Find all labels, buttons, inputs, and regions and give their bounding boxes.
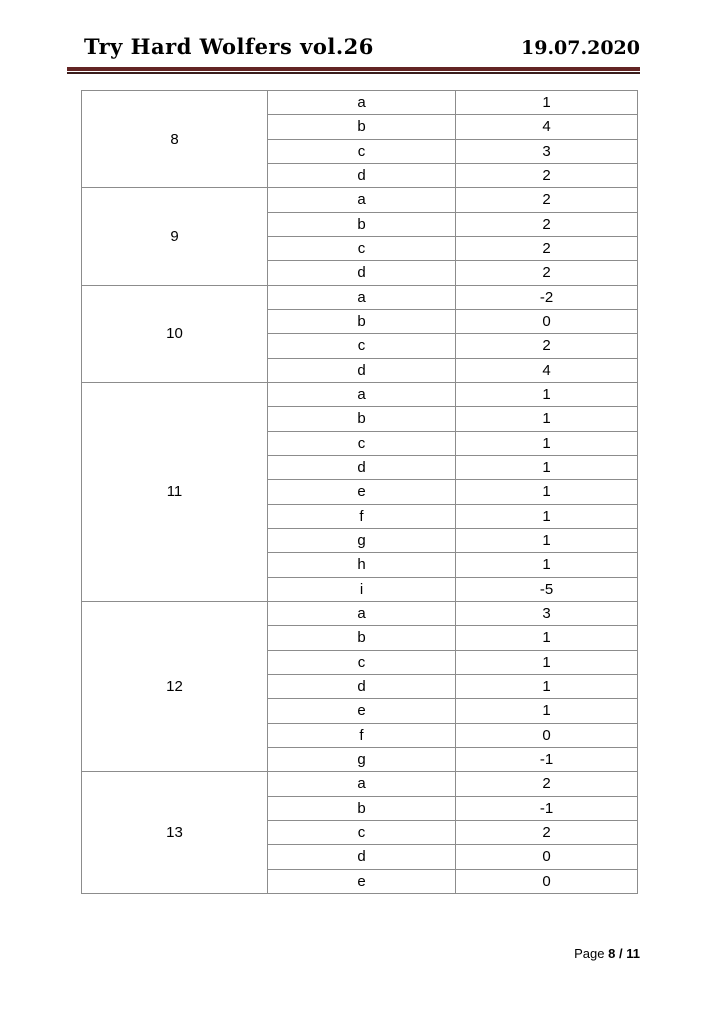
option-letter-cell: e — [268, 480, 456, 504]
table-row — [82, 382, 638, 406]
header-divider — [67, 67, 640, 74]
option-letter-cell: a — [268, 382, 456, 406]
answer-value-cell: 1 — [456, 699, 638, 723]
option-letter-cell: g — [268, 528, 456, 552]
answer-value-cell: 4 — [456, 115, 638, 139]
answer-value-cell: 0 — [456, 309, 638, 333]
table-row — [82, 91, 638, 115]
question-number-cell: 10 — [82, 285, 268, 382]
option-letter-cell: b — [268, 626, 456, 650]
page-footer-label: Page — [574, 946, 605, 961]
option-letter-cell: d — [268, 163, 456, 187]
option-letter-cell: c — [268, 139, 456, 163]
page-footer-current: 8 — [608, 946, 616, 961]
answer-value-cell: 1 — [456, 91, 638, 115]
option-letter-cell: c — [268, 334, 456, 358]
answer-value-cell: 1 — [456, 504, 638, 528]
option-letter-cell: a — [268, 772, 456, 796]
option-letter-cell: d — [268, 358, 456, 382]
option-letter-cell: c — [268, 650, 456, 674]
question-number-cell: 13 — [82, 772, 268, 894]
answer-value-cell: 1 — [456, 431, 638, 455]
answer-value-cell: 1 — [456, 455, 638, 479]
answer-value-cell: -1 — [456, 747, 638, 771]
answer-value-cell: 3 — [456, 139, 638, 163]
header-divider-thin-line — [67, 72, 640, 74]
answer-value-cell: 1 — [456, 528, 638, 552]
answer-value-cell: 2 — [456, 772, 638, 796]
option-letter-cell: c — [268, 431, 456, 455]
answer-value-cell: 1 — [456, 407, 638, 431]
option-letter-cell: a — [268, 285, 456, 309]
answer-value-cell: 2 — [456, 212, 638, 236]
option-letter-cell: b — [268, 796, 456, 820]
document-title: Try Hard Wolfers vol.26 — [84, 34, 374, 59]
option-letter-cell: d — [268, 674, 456, 698]
option-letter-cell: b — [268, 407, 456, 431]
answer-value-cell: 2 — [456, 261, 638, 285]
option-letter-cell: b — [268, 115, 456, 139]
answers-table-body — [82, 91, 638, 894]
option-letter-cell: f — [268, 504, 456, 528]
answer-value-cell: 2 — [456, 334, 638, 358]
option-letter-cell: a — [268, 91, 456, 115]
answer-value-cell: 0 — [456, 869, 638, 893]
answer-value-cell: 1 — [456, 382, 638, 406]
option-letter-cell: f — [268, 723, 456, 747]
question-number-cell: 9 — [82, 188, 268, 285]
option-letter-cell: d — [268, 845, 456, 869]
option-letter-cell: e — [268, 869, 456, 893]
answer-value-cell: 1 — [456, 480, 638, 504]
question-number-cell: 12 — [82, 601, 268, 771]
answer-value-cell: 1 — [456, 674, 638, 698]
page-footer — [67, 946, 640, 961]
option-letter-cell: d — [268, 455, 456, 479]
table-row — [82, 772, 638, 796]
option-letter-cell: h — [268, 553, 456, 577]
answer-value-cell: -2 — [456, 285, 638, 309]
option-letter-cell: a — [268, 601, 456, 625]
answer-value-cell: 0 — [456, 723, 638, 747]
page-header — [67, 34, 640, 59]
option-letter-cell: a — [268, 188, 456, 212]
answers-table — [81, 90, 638, 894]
option-letter-cell: c — [268, 820, 456, 844]
option-letter-cell: i — [268, 577, 456, 601]
option-letter-cell: g — [268, 747, 456, 771]
option-letter-cell: d — [268, 261, 456, 285]
option-letter-cell: b — [268, 212, 456, 236]
page-footer-separator: / — [619, 946, 623, 961]
table-row — [82, 601, 638, 625]
question-number-cell: 11 — [82, 382, 268, 601]
document-date: 19.07.2020 — [521, 37, 640, 59]
answer-value-cell: -5 — [456, 577, 638, 601]
table-row — [82, 285, 638, 309]
answer-value-cell: -1 — [456, 796, 638, 820]
answer-value-cell: 2 — [456, 163, 638, 187]
answer-value-cell: 0 — [456, 845, 638, 869]
option-letter-cell: b — [268, 309, 456, 333]
option-letter-cell: c — [268, 236, 456, 260]
answer-value-cell: 2 — [456, 236, 638, 260]
answer-value-cell: 2 — [456, 188, 638, 212]
answer-value-cell: 4 — [456, 358, 638, 382]
answer-value-cell: 2 — [456, 820, 638, 844]
answer-value-cell: 1 — [456, 553, 638, 577]
option-letter-cell: e — [268, 699, 456, 723]
answer-value-cell: 3 — [456, 601, 638, 625]
answer-value-cell: 1 — [456, 626, 638, 650]
answer-value-cell: 1 — [456, 650, 638, 674]
page-footer-total: 11 — [626, 946, 640, 961]
table-row — [82, 188, 638, 212]
question-number-cell: 8 — [82, 91, 268, 188]
